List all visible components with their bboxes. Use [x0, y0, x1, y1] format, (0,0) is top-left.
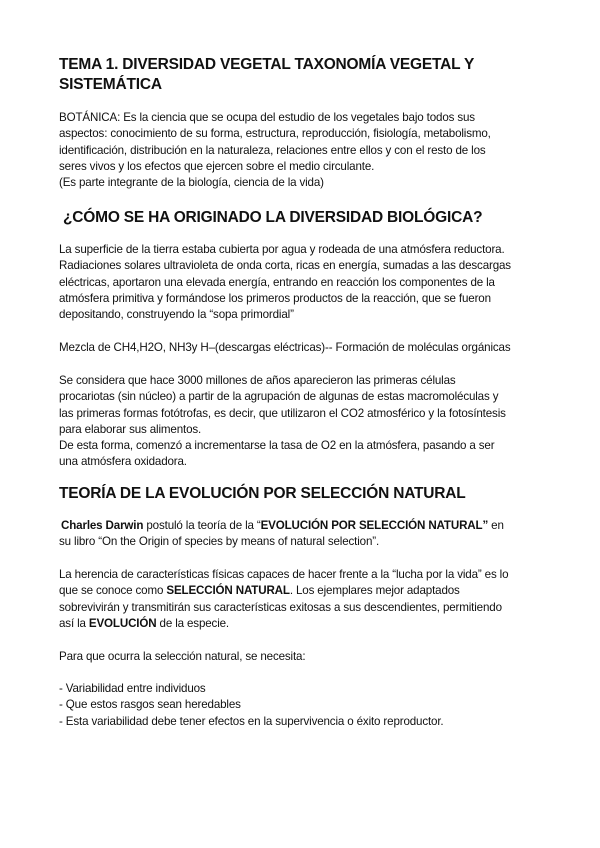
list-item: - Variabilidad entre individuos [59, 682, 206, 695]
evolution-paragraph-1 [59, 518, 559, 551]
text-line: aspectos: conocimiento de su forma, estructura, reproducción, fisiología, metabolismo, [59, 127, 491, 141]
text-span: así la [59, 616, 89, 630]
text-line: procariotas (sin núcleo) a partir de la agrupación de algunas de estas macromoléculas y [59, 390, 499, 404]
text-line: las primeras formas fotótrofas, es decir, que utilizaron el CO2 atmosférico y la fotosíntesis [59, 406, 506, 420]
origin-paragraph-3 [59, 373, 559, 471]
text-line: Radiaciones solares ultravioleta de onda corta, ricas en energía, sumadas a las descargas [59, 259, 511, 273]
text-line: una atmósfera oxidadora. [59, 455, 187, 469]
text-line: Para que ocurra la selección natural, se necesita: [59, 650, 306, 663]
text-line: Se considera que hace 3000 millones de años aparecieron las primeras células [59, 374, 456, 387]
text-line: La herencia de características físicas capaces de hacer frente a la “lucha por la vida” es lo [59, 568, 509, 581]
text-line: eléctricas, aportaron una elevada energía, entrando en reacción los componentes de la [59, 275, 495, 289]
evolution-paragraph-2 [59, 567, 559, 632]
origin-paragraph-2 [59, 340, 559, 356]
evolution-paragraph-3 [59, 649, 559, 665]
bold-term: SELECCIÓN NATURAL [166, 584, 290, 598]
text-line: para elaborar sus alimentos. [59, 422, 202, 436]
text-line: seres vivos y los efectos que ejercen sobre el medio circulante. [59, 159, 375, 173]
title-line: TEMA 1. DIVERSIDAD VEGETAL TAXONOMÍA VEGETAL Y [59, 56, 475, 73]
text-line: (Es parte integrante de la biología, ciencia de la vida) [59, 176, 324, 190]
page-title [59, 55, 549, 95]
author-name: Charles Darwin [61, 519, 144, 532]
text-span: postuló la teoría de la “ [143, 519, 261, 532]
bold-term: EVOLUCIÓN POR SELECCIÓN NATURAL” [260, 519, 489, 532]
text-span: que se conoce como [59, 584, 167, 598]
bold-term: EVOLUCIÓN [88, 616, 157, 630]
text-line: De esta forma, comenzó a incrementarse la tasa de O2 en la atmósfera, pasando a ser [59, 439, 495, 453]
origin-paragraph-1 [59, 242, 559, 323]
section-heading-origin: ¿CÓMO SE HA ORIGINADO LA DIVERSIDAD BIOLÓGICA? [63, 209, 483, 226]
text-line [59, 616, 559, 632]
list-item: - Que estos rasgos sean heredables [59, 698, 241, 712]
text-line: sobrevivirán y transmitirán sus características exitosas a sus descendientes, permitiendo [59, 600, 502, 614]
text-span: . Los ejemplares mejor adaptados [289, 584, 460, 598]
text-line: La superficie de la tierra estaba cubierta por agua y rodeada de una atmósfera reductora. [59, 243, 505, 256]
intro-paragraph [59, 110, 559, 191]
requirements-list [59, 681, 559, 730]
text-line [59, 583, 559, 599]
text-line: BOTÁNICA: Es la ciencia que se ocupa del estudio de los vegetales bajo todos sus [59, 111, 475, 124]
list-item: - Esta variabilidad debe tener efectos en la supervivencia o éxito reproductor. [59, 714, 444, 728]
text-line: atmósfera primitiva y formándose los primeros productos de la reacción, que se fueron [59, 291, 491, 305]
section-heading-evolution: TEORÍA DE LA EVOLUCIÓN POR SELECCIÓN NATURAL [59, 485, 466, 502]
text-span: en [488, 519, 504, 532]
text-span: de la especie. [156, 616, 229, 630]
text-line: depositando, construyendo la “sopa primordial” [59, 308, 294, 322]
text-line: identificación, distribución en la naturaleza, relaciones entre ellos y con el resto de los [59, 143, 486, 157]
title-line: SISTEMÁTICA [59, 76, 162, 93]
text-line [59, 518, 559, 534]
text-line: Mezcla de CH4,H2O, NH3y H–(descargas eléctricas)-- Formación de moléculas orgánicas [59, 341, 511, 354]
text-line: su libro “On the Origin of species by means of natural selection”. [59, 535, 380, 549]
